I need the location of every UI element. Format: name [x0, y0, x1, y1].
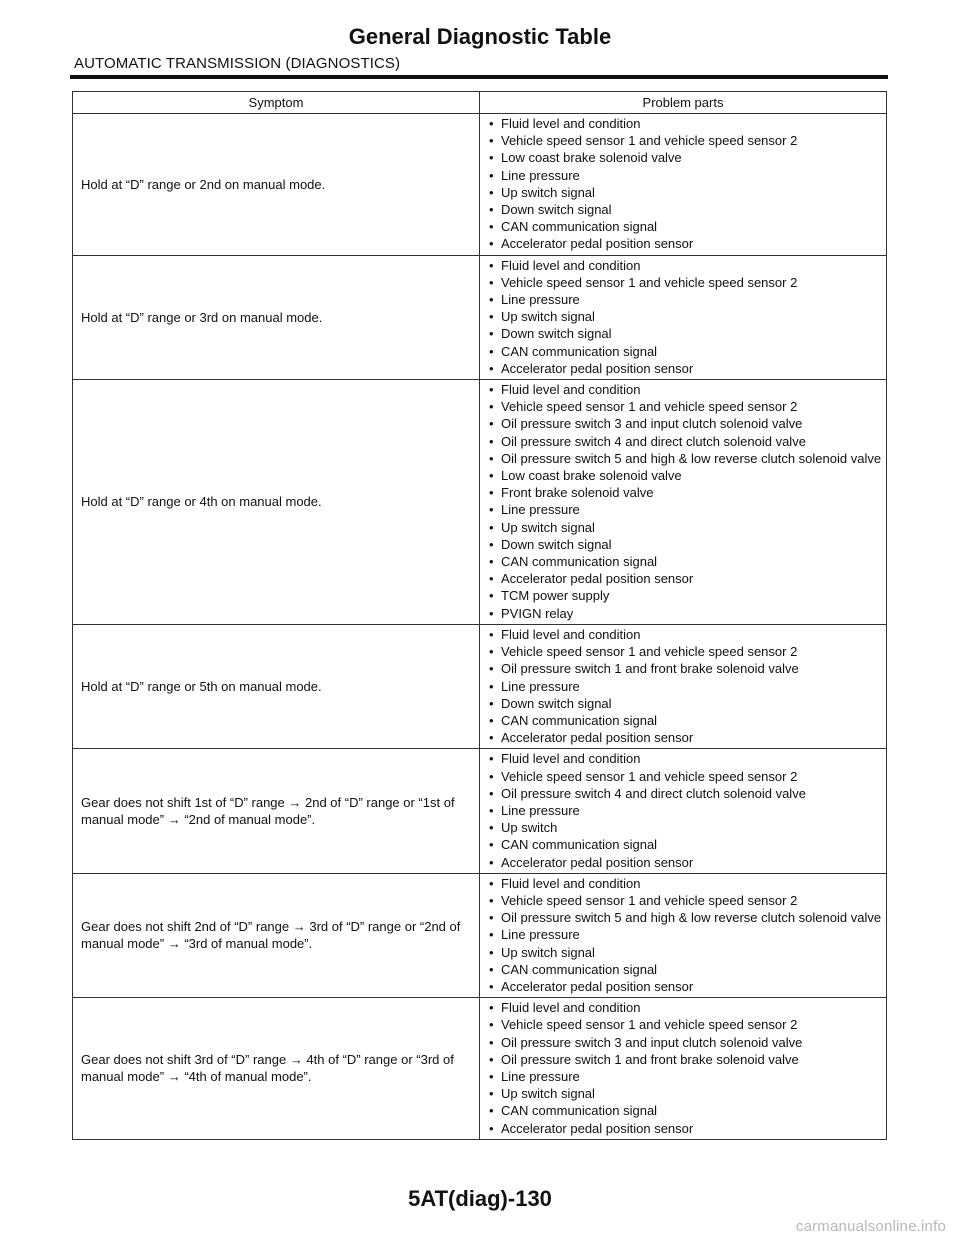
- list-item: • CAN communication signal: [486, 712, 880, 729]
- list-item: • Accelerator pedal position sensor: [486, 729, 880, 746]
- list-item: • Fluid level and condition: [486, 626, 880, 643]
- problem-parts-list: [486, 750, 880, 870]
- list-item: • Vehicle speed sensor 1 and vehicle speed sensor 2: [486, 132, 880, 149]
- list-item: • Fluid level and condition: [486, 999, 880, 1016]
- list-item: • Accelerator pedal position sensor: [486, 854, 880, 871]
- table-header-row: [73, 92, 887, 114]
- problem-parts-list: [486, 257, 880, 377]
- table-row: [73, 255, 887, 379]
- list-item: • Up switch signal: [486, 519, 880, 536]
- list-item: • Down switch signal: [486, 325, 880, 342]
- list-item: • Down switch signal: [486, 201, 880, 218]
- problem-parts-cell: [480, 380, 887, 625]
- table-row: [73, 998, 887, 1140]
- problem-parts-list: [486, 626, 880, 746]
- list-item: • Fluid level and condition: [486, 115, 880, 132]
- problem-parts-cell: [480, 998, 887, 1140]
- symptom-cell: Gear does not shift 2nd of “D” range → 3rd of “D” range or “2nd of manual mode” → “3rd of manual mode”.: [73, 873, 480, 997]
- list-item: • Accelerator pedal position sensor: [486, 570, 880, 587]
- table-row: [73, 624, 887, 748]
- list-item: • Oil pressure switch 5 and high & low reverse clutch solenoid valve: [486, 909, 880, 926]
- problem-parts-list: [486, 115, 880, 253]
- page-title: General Diagnostic Table: [348, 24, 612, 49]
- list-item: • Vehicle speed sensor 1 and vehicle speed sensor 2: [486, 274, 880, 291]
- symptom-cell: Hold at “D” range or 5th on manual mode.: [73, 624, 480, 748]
- problem-parts-cell: [480, 624, 887, 748]
- symptom-cell: Gear does not shift 3rd of “D” range → 4th of “D” range or “3rd of manual mode” → “4th of manual mode”.: [73, 998, 480, 1140]
- table-row: [73, 380, 887, 625]
- symptom-cell: Hold at “D” range or 3rd on manual mode.: [73, 255, 480, 379]
- list-item: • Low coast brake solenoid valve: [486, 149, 880, 166]
- list-item: • Down switch signal: [486, 695, 880, 712]
- column-header-problem-parts: Problem parts: [480, 92, 887, 114]
- problem-parts-cell: [480, 749, 887, 873]
- list-item: • Line pressure: [486, 926, 880, 943]
- list-item: • CAN communication signal: [486, 1102, 880, 1119]
- list-item: • Oil pressure switch 4 and direct clutch solenoid valve: [486, 433, 880, 450]
- symptom-cell: Hold at “D” range or 2nd on manual mode.: [73, 114, 480, 256]
- list-item: • Up switch: [486, 819, 880, 836]
- list-item: • Vehicle speed sensor 1 and vehicle speed sensor 2: [486, 1016, 880, 1033]
- list-item: • Fluid level and condition: [486, 875, 880, 892]
- list-item: • Line pressure: [486, 501, 880, 518]
- list-item: • Oil pressure switch 4 and direct clutch solenoid valve: [486, 785, 880, 802]
- symptom-cell: Hold at “D” range or 4th on manual mode.: [73, 380, 480, 625]
- list-item: • Accelerator pedal position sensor: [486, 235, 880, 252]
- problem-parts-cell: [480, 255, 887, 379]
- list-item: • Oil pressure switch 5 and high & low reverse clutch solenoid valve: [486, 450, 880, 467]
- list-item: • Oil pressure switch 1 and front brake solenoid valve: [486, 660, 880, 677]
- table-row: [73, 873, 887, 997]
- problem-parts-list: [486, 875, 880, 995]
- list-item: • CAN communication signal: [486, 553, 880, 570]
- list-item: • CAN communication signal: [486, 218, 880, 235]
- section-title: AUTOMATIC TRANSMISSION (DIAGNOSTICS): [74, 55, 401, 72]
- list-item: • Vehicle speed sensor 1 and vehicle speed sensor 2: [486, 643, 880, 660]
- list-item: • Accelerator pedal position sensor: [486, 1120, 880, 1137]
- list-item: • Up switch signal: [486, 944, 880, 961]
- list-item: • Oil pressure switch 1 and front brake solenoid valve: [486, 1051, 880, 1068]
- list-item: • Fluid level and condition: [486, 381, 880, 398]
- list-item: • Vehicle speed sensor 1 and vehicle speed sensor 2: [486, 398, 880, 415]
- list-item: • CAN communication signal: [486, 343, 880, 360]
- list-item: • Up switch signal: [486, 184, 880, 201]
- symptom-cell: Gear does not shift 1st of “D” range → 2nd of “D” range or “1st of manual mode” → “2nd of manual mode”.: [73, 749, 480, 873]
- problem-parts-cell: [480, 114, 887, 256]
- list-item: • Down switch signal: [486, 536, 880, 553]
- list-item: • Fluid level and condition: [486, 750, 880, 767]
- diagnostic-table: [72, 91, 887, 1140]
- list-item: • TCM power supply: [486, 587, 880, 604]
- list-item: • Fluid level and condition: [486, 257, 880, 274]
- page-number: 5AT(diag)-130: [408, 1186, 552, 1211]
- list-item: • Oil pressure switch 3 and input clutch solenoid valve: [486, 1034, 880, 1051]
- list-item: • Front brake solenoid valve: [486, 484, 880, 501]
- list-item: • PVIGN relay: [486, 605, 880, 622]
- header-rule: [70, 75, 888, 79]
- table-row: [73, 749, 887, 873]
- list-item: • Line pressure: [486, 291, 880, 308]
- list-item: • Vehicle speed sensor 1 and vehicle speed sensor 2: [486, 768, 880, 785]
- list-item: • Low coast brake solenoid valve: [486, 467, 880, 484]
- problem-parts-cell: [480, 873, 887, 997]
- list-item: • Up switch signal: [486, 308, 880, 325]
- list-item: • Line pressure: [486, 1068, 880, 1085]
- list-item: • Line pressure: [486, 167, 880, 184]
- table-body: [73, 114, 887, 1140]
- list-item: • Up switch signal: [486, 1085, 880, 1102]
- list-item: • Line pressure: [486, 678, 880, 695]
- list-item: • CAN communication signal: [486, 961, 880, 978]
- list-item: • Vehicle speed sensor 1 and vehicle speed sensor 2: [486, 892, 880, 909]
- list-item: • Oil pressure switch 3 and input clutch solenoid valve: [486, 415, 880, 432]
- problem-parts-list: [486, 999, 880, 1137]
- table-row: [73, 114, 887, 256]
- list-item: • Accelerator pedal position sensor: [486, 360, 880, 377]
- column-header-symptom: Symptom: [73, 92, 480, 114]
- watermark: carmanualsonline.info: [795, 1218, 946, 1235]
- list-item: • CAN communication signal: [486, 836, 880, 853]
- list-item: • Line pressure: [486, 802, 880, 819]
- problem-parts-list: [486, 381, 880, 622]
- list-item: • Accelerator pedal position sensor: [486, 978, 880, 995]
